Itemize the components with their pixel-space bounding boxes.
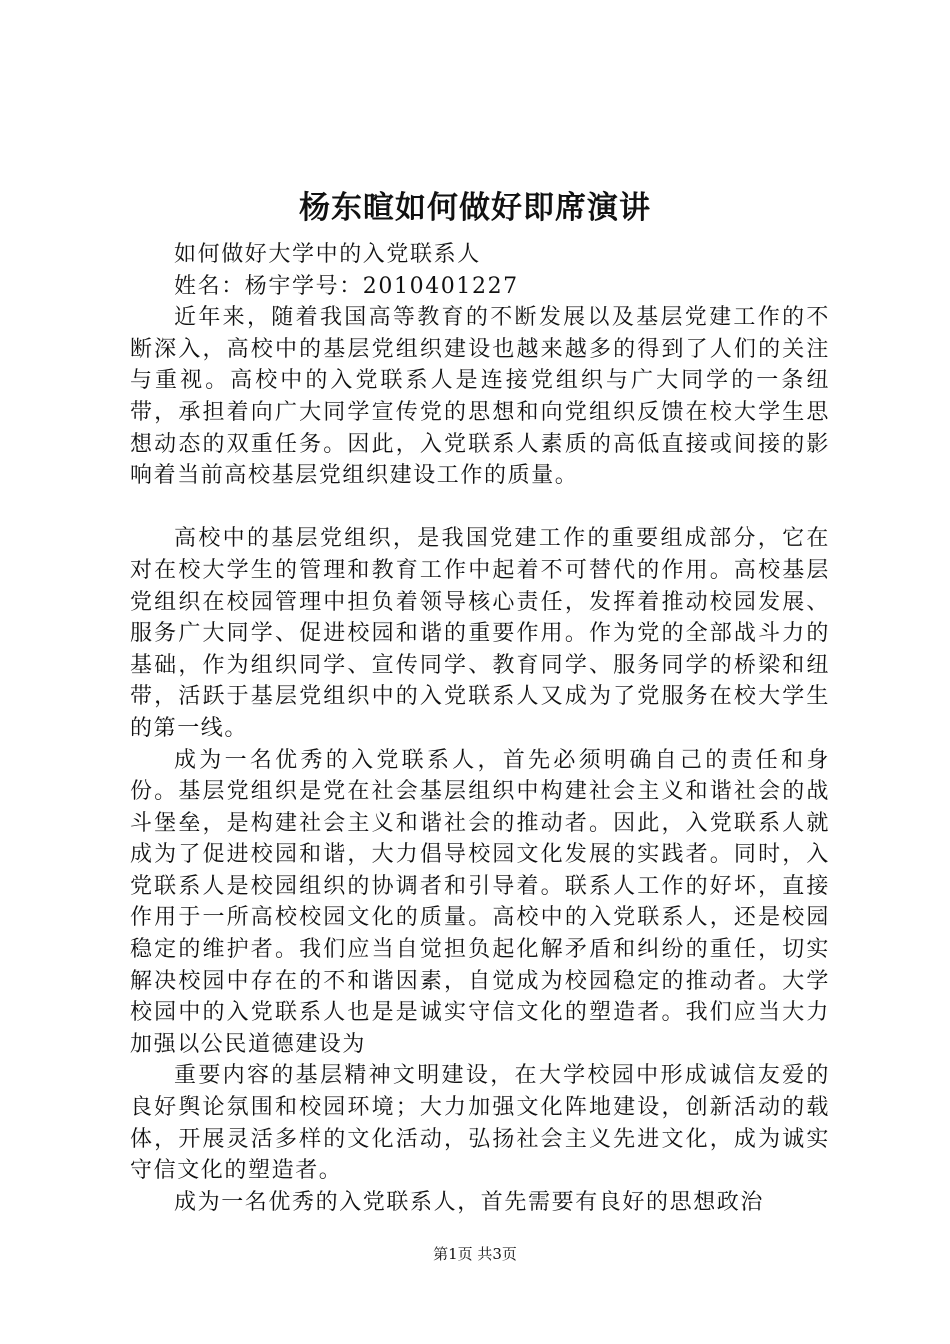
body-paragraph: 近年来，随着我国高等教育的不断发展以及基层党建工作的不断深入，高校中的基层党组织建设也越来越多的得到了人们的关注与重视。高校中的入党联系人是连接党组织与广大同学的一条纽带，承担着向广大同学宣传党的思想和向党组织反馈在校大学生思想动态的双重任务。因此，入党联系人素质的高低直接或间接的影响着当前高校基层党组织建设工作的质量。: [130, 305, 830, 489]
body-paragraph: 成为一名优秀的入党联系人，首先需要有良好的思想政治: [174, 1189, 765, 1215]
body-paragraph: 高校中的基层党组织，是我国党建工作的重要组成部分，它在对在校大学生的管理和教育工作中起着不可替代的作用。高校基层党组织在校园管理中担负着领导核心责任，发挥着推动校园发展、服务广大同学、促进校园和谐的重要作用。作为党的全部战斗力的基础，作为组织同学、宣传同学、教育同学、服务同学的桥梁和纽带，活跃于基层党组织中的入党联系人又成为了党服务在校大学生的第一线。: [130, 526, 830, 741]
body-paragraph: 成为一名优秀的入党联系人，首先必须明确自己的责任和身份。基层党组织是党在社会基层组织中构建社会主义和谐社会的战斗堡垒，是构建社会主义和谐社会的推动者。因此，入党联系人就成为了促进校园和谐，大力倡导校园文化发展的实践者。同时，入党联系人是校园组织的协调者和引导着。联系人工作的好坏，直接作用于一所高校校园文化的质量。高校中的入党联系人，还是校园稳定的维护者。我们应当自觉担负起化解矛盾和纠纷的重任，切实解决校园中存在的不和谐因素，自觉成为校园稳定的推动者。大学校园中的入党联系人也是是诚实守信文化的塑造者。我们应当大力加强以公民道德建设为: [130, 747, 830, 1057]
document-title: 杨东暄如何做好即席演讲: [299, 190, 651, 226]
author-line: 姓名：杨宇学号：2010401227: [174, 273, 519, 299]
page-footer: 第1页 共3页: [433, 1245, 517, 1263]
subtitle-paragraph: 如何做好大学中的入党联系人: [174, 242, 481, 267]
document-body: [130, 239, 830, 1218]
body-paragraph: 重要内容的基层精神文明建设，在大学校园中形成诚信友爱的良好舆论氛围和校园环境；大力加强文化阵地建设，创新活动的载体，开展灵活多样的文化活动，弘扬社会主义先进文化，成为诚实守信文化的塑造者。: [130, 1063, 830, 1184]
